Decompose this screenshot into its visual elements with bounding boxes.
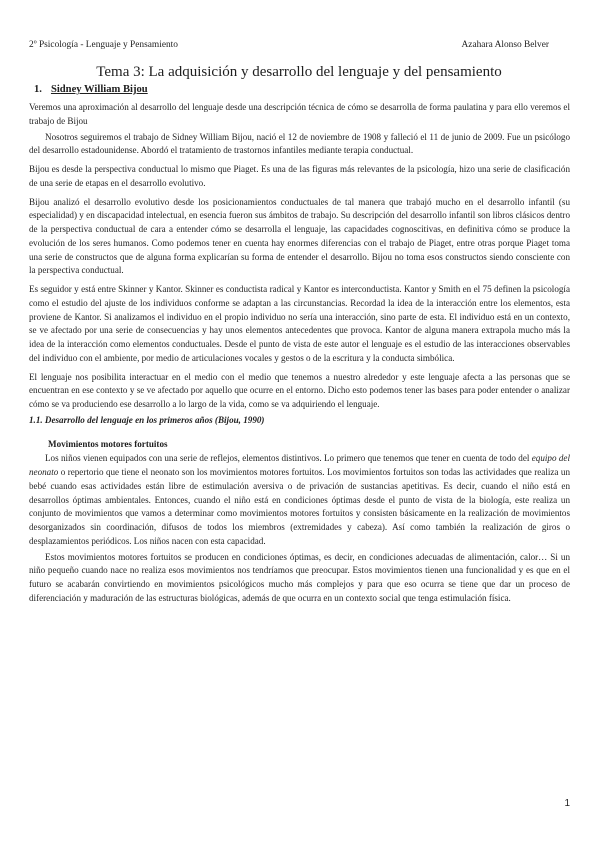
text-run: o repertorio que tiene el neonato son los movimientos motores fortuitos. Los movimientos fortuitos son todas las actividades que realiza un bebé cuando esas actividades están libre de estimulación aversiva o de privación de sustancias apetitivas. Es decir, cuando el niño está en desarrollos óptimas ambientales. Entonces, cuando el niño está en condiciones óptimas desde el punto de vista de la biología, este realiza un conjunto de movimientos que vamos a determinar como movimientos motores fortuitos y consisten básicamente en la realización de movimientos desorganizados sin coordinación, difusos de todos los miembros (extremidades y cabeza). Así como también la realización de giros o desplazamientos periódicos. Los niños nacen con esta capacidad.	[29, 467, 570, 546]
section-heading	[34, 84, 148, 95]
text-run: Los niños vienen equipados con una serie de reflejos, elementos distintivos. Lo primero que tenemos que tener en cuenta de todo del	[45, 453, 532, 464]
document-body	[29, 101, 570, 611]
paragraph-language: El lenguaje nos posibilita interactuar en el medio con el medio que tenemos a nuestro alrededor y este lenguaje afecta a las personas que se encuentran en ese contexto y se ve afectado por aquello que ocurre en el entorno. Dicho esto podemos tener las bases para poder entender o analizar cómo se va produciendo ese desarrollo a lo largo de la vida, como se va adquiriendo el lenguaje.	[29, 371, 570, 409]
page-number: 1	[564, 798, 570, 809]
paragraph-perspective: Bijou es desde la perspectiva conductual lo mismo que Piaget. Es una de las figuras más relevantes de la psicología, hizo una serie de clasificación de una serie de etapas en el desarrollo evolutivo.	[29, 164, 570, 188]
header-course: 2º Psicología - Lenguaje y Pensamiento	[29, 40, 178, 50]
topic-heading: Movimientos motores fortuitos	[48, 438, 168, 449]
subsection-heading: 1.1. Desarrollo del lenguaje en los primeros años (Bijou, 1990)	[29, 414, 265, 425]
section-title: Sidney William Bijou	[50, 84, 148, 95]
header-author: Azahara Alonso Belver	[461, 40, 549, 50]
paragraph-intro: Veremos una aproximación al desarrollo del lenguaje desde una descripción técnica de cómo se desarrolla de forma paulatina y para ello veremos el trabajo de Bijou	[29, 102, 570, 126]
paragraph-influences: Es seguidor y está entre Skinner y Kantor. Skinner es conductista radical y Kantor es interconductista. Kantor y Smith en el 75 definen la psicología como el estudio del ajuste de los individuos conforme se adaptan a las circunstancias. Recordad la idea de la interacción entre los elementos, esta proviene de Kantor. Si analizamos el individuo en el propio individuo no sería una interacción, sino parte de esta. El individuo está en un contexto, se ve afectado por una serie de consecuencias y hay unos elementos antecedentes que provoca. Kantor de alguna manera extrapola mucho más la idea de la interacción como elementos conductuales. Desde el punto de vista de este autor el lenguaje es el estudio de las interacciones observables del individuo con el ambiente, por medio de articulaciones vocales y gestos o de la escritura y la conducta simbólica.	[29, 284, 570, 363]
emphasis-text: equipo del neonato	[29, 453, 570, 477]
paragraph-optimal-conditions: Estos movimientos motores fortuitos se producen en condiciones óptimas, es decir, en condiciones adecuadas de alimentación, calor… Si un niño pequeño cuando nace no realiza esos movimientos nos tendríamos que preocupar. Estos movimientos tienen una funcionalidad y es que en el futuro se acabarán convirtiendo en movimientos psicológicos mucho más complejos y para que eso ocurra se tiene que dar un proceso de diferenciación y maduración de las estructuras biológicas, además de que ocurra en un contexto social que tenga estimulación física.	[29, 551, 570, 603]
page-title: Tema 3: La adquisición y desarrollo del lenguaje y del pensamiento	[96, 64, 502, 80]
paragraph-fortuitous-movements	[29, 452, 570, 548]
paragraph-biography: Nosotros seguiremos el trabajo de Sidney William Bijou, nació el 12 de noviembre de 1908 y falleció el 11 de junio de 2009. Fue un psicólogo del desarrollo estadounidense. Abordó el tratamiento de trastornos infantiles mediante terapia conductual.	[29, 131, 570, 156]
section-number: 1.	[34, 84, 42, 95]
paragraph-analysis: Bijou analizó el desarrollo evolutivo desde los posicionamientos conductuales de tal manera que trabajó mucho en el desarrollo infantil (su especialidad) y en discapacidad intelectual, en esencia fueron sus ámbitos de trabajo. Su descripción del desarrollo infantil son libros clásicos dentro de la perspectiva conductual de cara a entender cómo se desarrolla el lenguaje, las capacidades cognoscitivas, en definitiva cómo se produce la evolución de los seres humanos. Como podemos tener en cuenta hay enormes diferencias con el trabajo de Piaget, entre otras porque Piaget toma una serie de constructos que de alguna forma explicarían su forma de entender el desarrollo. Bijou no toma esos constructos siendo consciente con la perspectiva conductual.	[29, 196, 570, 276]
